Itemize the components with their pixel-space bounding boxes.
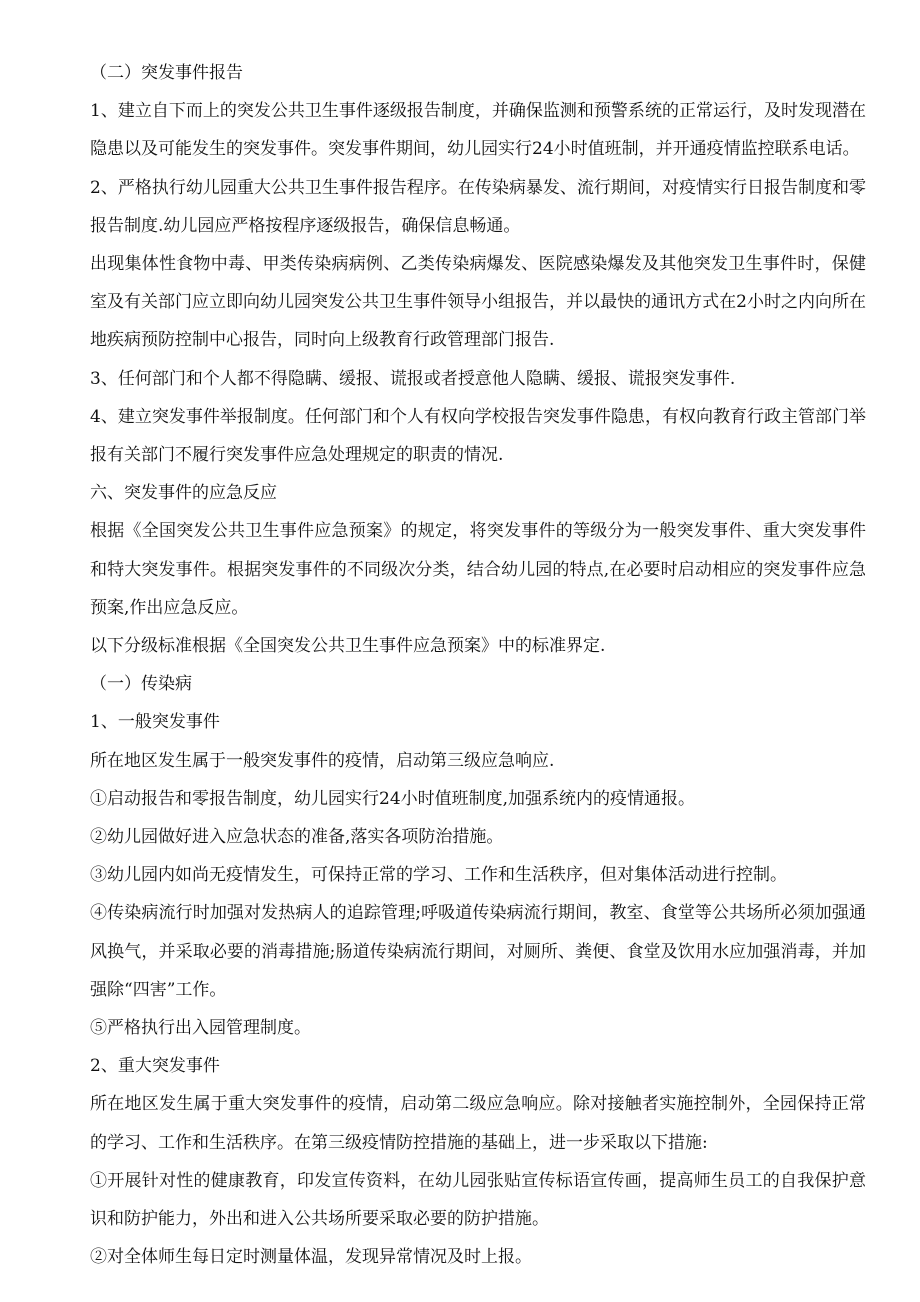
- list-item-general-4: ④传染病流行时加强对发热病人的追踪管理;呼吸道传染病流行期间，教室、食堂等公共场所必须加强通风换气，并采取必要的消毒措施;肠道传染病流行期间，对厕所、粪便、食堂及饮用水应加强消毒，并加强除“四害”工作。: [90, 903, 866, 1000]
- paragraph-classification-standard: 以下分级标准根据《全国突发公共卫生事件应急预案》中的标准界定.: [90, 636, 606, 657]
- section-heading-emergency-response: 六、突发事件的应急反应: [90, 483, 277, 504]
- paragraph-reporting-item-1: 1、建立自下而上的突发公共卫生事件逐级报告制度，并确保监测和预警系统的正常运行，及时发现潜在隐患以及可能发生的突发事件。突发事件期间，幼儿园实行24小时值班制，并开通疫情监控联系电话。: [90, 101, 866, 160]
- list-item-general-2: ②幼儿园做好进入应急状态的准备,落实各项防治措施。: [90, 827, 504, 848]
- paragraph-general-event-response: 所在地区发生属于一般突发事件的疫情，启动第三级应急响应.: [90, 750, 555, 771]
- document-body: [90, 54, 866, 1277]
- list-item-major-2: ②对全体师生每日定时测量体温，发现异常情况及时上报。: [90, 1247, 532, 1268]
- paragraph-reporting-item-2: 2、严格执行幼儿园重大公共卫生事件报告程序。在传染病暴发、流行期间，对疫情实行日报告制度和零报告制度.幼儿园应严格按程序逐级报告，确保信息畅通。: [90, 177, 866, 236]
- list-item-general-1: ①启动报告和零报告制度，幼儿园实行24小时值班制度,加强系统内的疫情通报。: [90, 788, 696, 809]
- subheading-general-event: 1、一般突发事件: [90, 712, 220, 733]
- list-item-major-1: ①开展针对性的健康教育，印发宣传资料，在幼儿园张贴宣传标语宣传画，提高师生员工的自我保护意识和防护能力，外出和进入公共场所要采取必要的防护措施。: [90, 1170, 866, 1230]
- list-item-general-3: ③幼儿园内如尚无疫情发生，可保持正常的学习、工作和生活秩序，但对集体活动进行控制。: [90, 865, 787, 886]
- paragraph-reporting-item-4: 4、建立突发事件举报制度。任何部门和个人有权向学校报告突发事件隐患，有权向教育行政主管部门举报有关部门不履行突发事件应急处理规定的职责的情况.: [90, 406, 866, 466]
- list-item-general-5: ⑤严格执行出入园管理制度。: [90, 1018, 311, 1039]
- subsection-heading-infectious-disease: （一）传染病: [90, 674, 192, 695]
- paragraph-reporting-item-3: 3、任何部门和个人都不得隐瞒、缓报、谎报或者授意他人隐瞒、缓报、谎报突发事件.: [90, 368, 736, 389]
- subheading-major-event: 2、重大突发事件: [90, 1056, 220, 1077]
- paragraph-reporting-incident: 出现集体性食物中毒、甲类传染病病例、乙类传染病爆发、医院感染爆发及其他突发卫生事件时，保健室及有关部门应立即向幼儿园突发公共卫生事件领导小组报告，并以最快的通讯方式在2小时之内向所在地疾病预防控制中心报告，同时向上级教育行政管理部门报告.: [90, 254, 866, 351]
- section-heading-reporting: （二）突发事件报告: [90, 63, 243, 83]
- paragraph-major-event-response: 所在地区发生属于重大突发事件的疫情，启动第二级应急响应。除对接触者实施控制外，全园保持正常的学习、工作和生活秩序。在第三级疫情防控措施的基础上，进一步采取以下措施:: [90, 1094, 866, 1153]
- paragraph-emergency-levels: 根据《全国突发公共卫生事件应急预案》的规定，将突发事件的等级分为一般突发事件、重大突发事件和特大突发事件。根据突发事件的不同级次分类，结合幼儿园的特点,在必要时启动相应的突发事件应急预案,作出应急反应。: [90, 521, 866, 618]
